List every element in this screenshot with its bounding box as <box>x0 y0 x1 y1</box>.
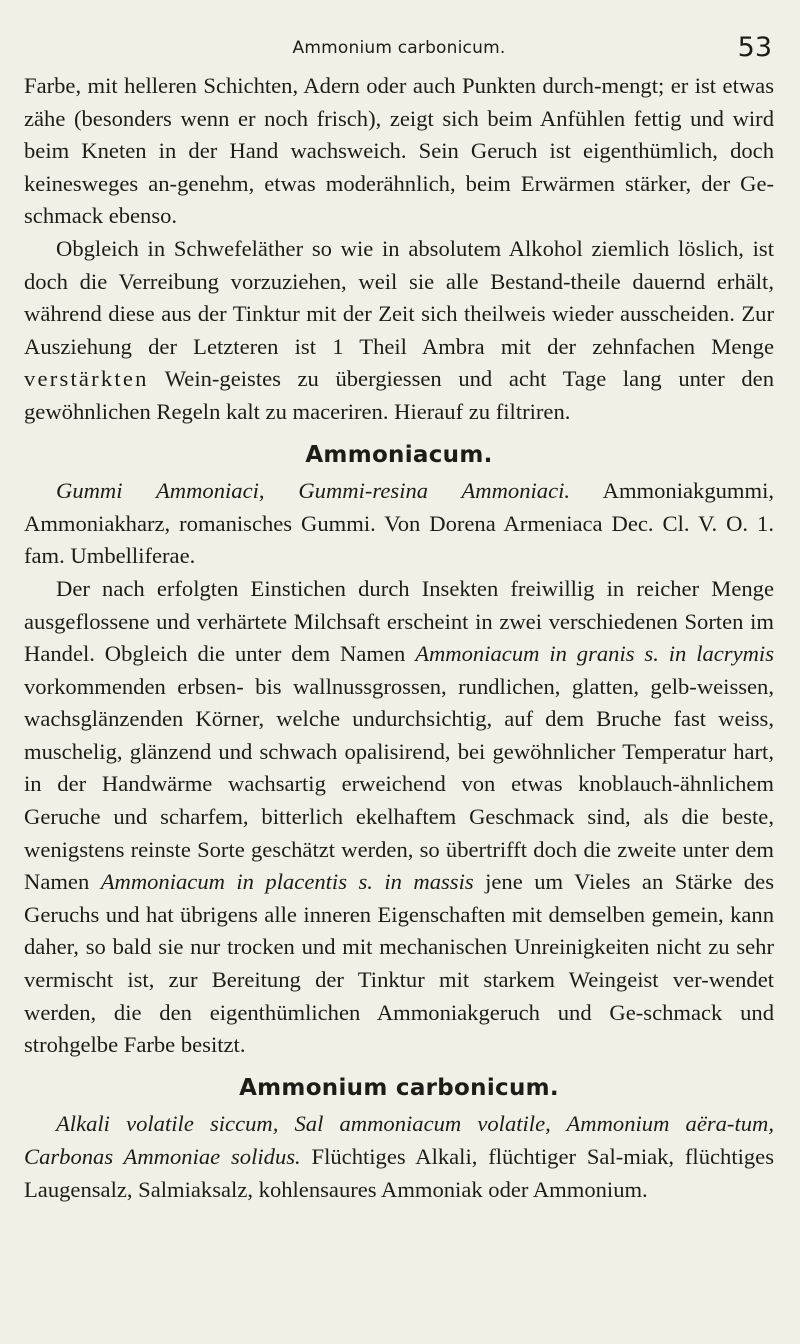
text-run: jene um Vieles an Stärke des Geruchs und hat übrigens alle inneren Eigenschaften mit demselben gemein, kann daher, so bald sie nur trocken und mit mechanischen Unreinigkeiten nicht zu sehr vermischt ist, zur Bereitung der Tinktur mit starkem Weingeist ver-wendet werden, die den eigenthümlichen Ammoniakgeruch und Ge-schmack und strohgelbe Farbe besitzt. <box>24 869 774 1058</box>
italic-term: Ammoniacum in placentis s. in massis <box>100 869 474 895</box>
paragraph-ambra-description: Farbe, mit helleren Schichten, Adern oder auch Punkten durch-mengt; er ist etwas zähe (besonders wenn er noch frisch), zeigt sich beim Anfühlen fettig und wird beim Kneten in der Hand wachsweich. Sein Geruch ist eigenthümlich, doch keinesweges an-genehm, etwas moderähnlich, beim Erwärmen stärker, der Ge-schmack ebenso. <box>24 73 774 229</box>
paragraph-ambra-preparation <box>24 233 774 429</box>
text-run: Obgleich in Schwefeläther so wie in absolutem Alkohol ziemlich löslich, ist doch die Verreibung vorzuziehen, weil sie alle Bestand-theile dauernd erhält, während diese aus der Tinktur mit der Zeit sich theilweis wieder ausscheiden. Zur Ausziehung der Letzteren ist 1 Theil Ambra mit der zehnfachen Menge <box>24 235 774 359</box>
paragraph-ammoniacum-synonyms <box>24 475 774 573</box>
page-number: 53 <box>737 32 772 63</box>
text-run: Wein-geistes zu übergiessen und acht Tage lang unter den gewöhnlichen Regeln kalt zu maceriren. Hierauf zu filtriren. <box>24 366 774 424</box>
text-run: Ammoniakgummi, Ammoniakharz, romanisches Gummi. Von Dorena Armeniaca Dec. Cl. V. O. 1. fam. Umbelliferae. <box>24 478 774 569</box>
text-run: Der nach erfolgten Einstichen durch Insekten freiwillig in reicher Menge ausgeflossene und verhärtete Milchsaft erscheint in zwei verschiedenen Sorten im Handel. Obgleich die unter dem Namen <box>24 575 774 667</box>
italic-synonyms: Alkali volatile siccum, Sal ammoniacum volatile, Ammonium aëra-tum, Carbonas Ammoniae solidus. <box>24 1111 774 1169</box>
section-heading-ammoniacum: Ammoniacum. <box>305 441 493 468</box>
running-title: Ammonium carbonicum. <box>292 38 506 58</box>
text-run: vorkommenden erbsen- bis wallnussgrossen, rundlichen, glatten, gelb-weissen, wachsglänzenden Körner, welche undurchsichtig, auf dem Bruche fast weiss, muschelig, glänzend und schwach opalisirend, bei gewöhnlicher Temperatur hart, in der Handwärme wachsartig erweichend von etwas knoblauch-ähnlichem Geruche und scharfem, bitterlich ekelhaftem Geschmack sind, als die beste, wenigstens reinste Sorte geschätzt werden, so übertrifft doch die zweite unter dem Namen <box>24 673 774 895</box>
italic-synonyms: Gummi Ammoniaci, Gummi-resina Ammoniaci. <box>56 478 571 504</box>
text-run: Flüchtiges Alkali, flüchtiger Sal-miak, flüchtiges Laugensalz, Salmiaksalz, kohlensaures Ammoniak oder Ammonium. <box>24 1144 774 1202</box>
spaced-emphasis: verstärkten <box>24 366 149 392</box>
italic-term: Ammoniacum in granis s. in lacrymis <box>415 641 774 667</box>
page-body <box>24 70 774 1206</box>
running-header <box>24 32 774 70</box>
paragraph-ammoniacum-description <box>24 573 774 1062</box>
paragraph-ammonium-synonyms <box>24 1108 774 1206</box>
section-heading-ammonium-carbonicum: Ammonium carbonicum. <box>239 1074 559 1101</box>
